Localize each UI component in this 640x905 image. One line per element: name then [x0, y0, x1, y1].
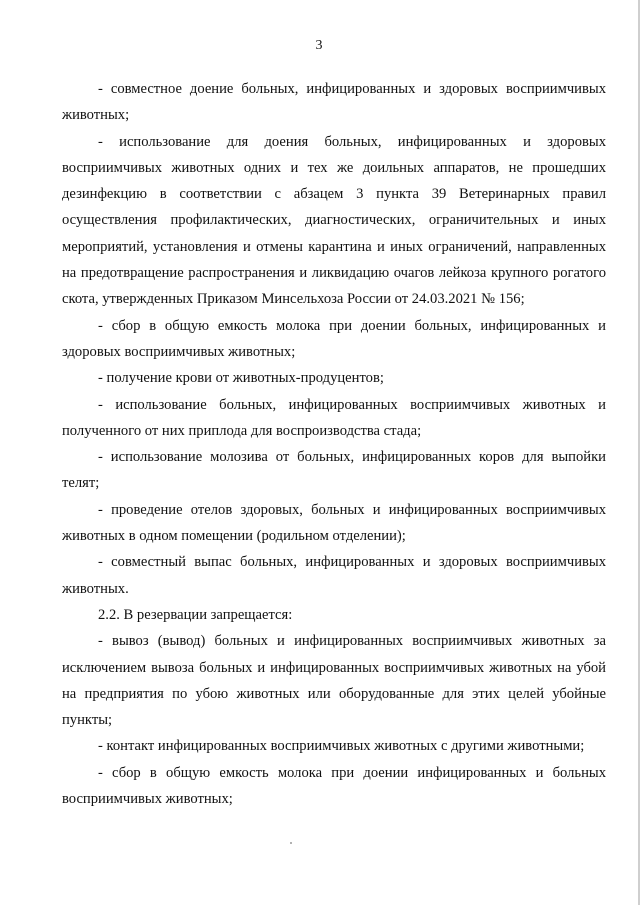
paragraph: - совместный выпас больных, инфицированных и здоровых восприимчивых животных. — [62, 554, 606, 597]
paragraph: - сбор в общую емкость молока при доении инфицированных и больных восприимчивых животных; — [62, 764, 606, 808]
scan-speck — [290, 842, 292, 844]
document-body — [62, 76, 606, 812]
paragraph: - сбор в общую емкость молока при доении больных, инфицированных и здоровых восприимчивых животных; — [62, 317, 606, 360]
paragraph: - использование молозива от больных, инфицированных коров для выпойки телят; — [62, 449, 606, 492]
page-number: 3 — [315, 38, 323, 53]
paragraph: - вывоз (вывод) больных и инфицированных восприимчивых животных за исключением вывоза больных и инфицированных восприимчивых животных на убой на предприятия по убою животных или оборудованные для этих целей убойные пункты; — [62, 633, 606, 729]
paragraph: - использование больных, инфицированных восприимчивых животных и полученного от них приплода для воспроизводства стада; — [62, 396, 606, 439]
paragraph: - проведение отелов здоровых, больных и инфицированных восприимчивых животных в одном помещении (родильном отделении); — [62, 501, 606, 545]
paragraph: - получение крови от животных-продуцентов; — [98, 370, 384, 387]
paragraph: - совместное доение больных, инфицированных и здоровых восприимчивых животных; — [62, 81, 606, 124]
section-heading: 2.2. В резервации запрещается: — [98, 606, 293, 623]
paragraph: - контакт инфицированных восприимчивых животных с другими животными; — [98, 738, 585, 755]
paragraph: - использование для доения больных, инфицированных и здоровых восприимчивых животных одних и тех же доильных аппаратов, не прошедших дезинфекцию в соответствии с абзацем 3 пункта 39 Ветеринарных правил осуществления профилактических, диагностических, ограничительных и иных мероприятий, установления и отмены карантина и иных ограничений, направленных на предотвращение распространения и ликвидацию очагов лейкоза крупного рогатого скота, утвержденных Приказом Минсельхоза России от 24.03.2021 № 156; — [62, 133, 606, 308]
